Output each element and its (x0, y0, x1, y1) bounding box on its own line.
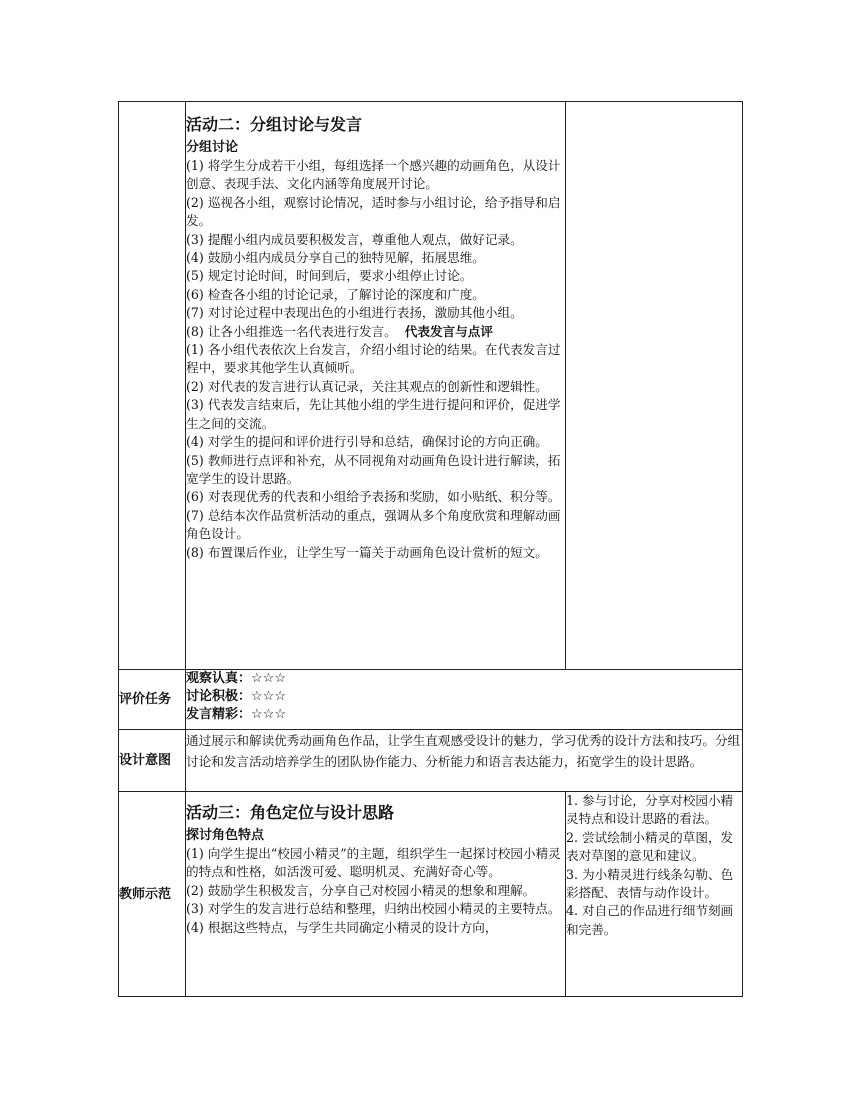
star-rating: ☆☆☆ (251, 689, 286, 704)
group-discussion-subtitle: 分组讨论 (186, 140, 239, 155)
list-item: (5) 规定讨论时间，时间到后，要求小组停止讨论。 (186, 268, 473, 284)
list-item: (8) 布置课后作业，让学生写一篇关于动画角色设计赏析的短文。 (186, 544, 548, 560)
list-item: (4) 鼓励小组内成员分享自己的独特见解，拓展思维。 (186, 250, 485, 266)
design-intent-text: 通过展示和解读优秀动画角色作品，让学生直观感受设计的魅力，学习优秀的设计方法和技巧。分组讨论和发言活动培养学生的团队协作能力、分析能力和语言表达能力，拓宽学生的设计思路。 (186, 730, 743, 792)
teacher-demo-row (119, 792, 743, 997)
empty-right-cell (566, 102, 743, 670)
student-activity-content (566, 792, 743, 997)
activity-two-content (186, 102, 566, 670)
representative-subtitle: 代表发言与点评 (404, 323, 493, 339)
evaluation-key: 讨论积极： (186, 689, 252, 704)
evaluation-label: 评价任务 (119, 670, 186, 730)
empty-label-cell (119, 102, 186, 670)
list-item (186, 323, 565, 341)
evaluation-key: 观察认真： (186, 671, 252, 686)
lesson-plan-table (118, 101, 743, 997)
list-item: (7) 对讨论过程中表现出色的小组进行表扬，激励其他小组。 (186, 305, 523, 321)
activity-two-row (119, 102, 743, 670)
evaluation-item (186, 670, 742, 688)
evaluation-content (186, 670, 743, 730)
evaluation-row (119, 670, 743, 730)
list-item: (4) 根据这些特点，与学生共同确定小精灵的设计方向， (186, 919, 498, 935)
design-intent-row (119, 730, 743, 792)
list-item: 3. 为小精灵进行线条勾勒、色彩搭配、表情与动作设计。 (566, 866, 734, 901)
list-item: (2) 巡视各小组，观察讨论情况，适时参与小组讨论，给予指导和启发。 (186, 194, 561, 229)
list-item: (7) 总结本次作品赏析活动的重点，强调从多个角度欣赏和理解动画角色设计。 (186, 507, 561, 542)
list-item: (2) 鼓励学生积极发言，分享自己对校园小精灵的想象和理解。 (186, 882, 536, 898)
teacher-demo-label: 教师示范 (119, 792, 186, 997)
list-item: (1) 向学生提出“校园小精灵”的主题，组织学生一起探讨校园小精灵的特点和性格，如活泼可爱、聪明机灵、充满好奇心等。 (186, 846, 561, 880)
activity-two-title: 活动二：分组讨论与发言 (186, 115, 363, 134)
list-item: 2. 尝试绘制小精灵的草图，发表对草图的意见和建议。 (566, 829, 734, 864)
activity-three-content (186, 792, 566, 997)
list-item: (2) 对代表的发言进行认真记录，关注其观点的创新性和逻辑性。 (186, 378, 548, 394)
design-intent-label: 设计意图 (119, 730, 186, 792)
list-item: (3) 对学生的发言进行总结和整理，归纳出校园小精灵的主要特点。 (186, 901, 561, 917)
list-item: (1) 将学生分成若干小组，每组选择一个感兴趣的动画角色，从设计创意、表现手法、文化内涵等角度展开讨论。 (186, 158, 561, 192)
activity-three-title: 活动三：角色定位与设计思路 (186, 803, 395, 822)
star-rating: ☆☆☆ (251, 671, 286, 686)
list-item: 4. 对自己的作品进行细节刻画和完善。 (566, 903, 734, 937)
star-rating: ☆☆☆ (251, 707, 286, 722)
list-item: 1. 参与讨论，分享对校园小精灵特点和设计思路的看法。 (566, 793, 734, 827)
evaluation-item (186, 688, 742, 706)
list-item: (3) 提醒小组内成员要积极发言，尊重他人观点，做好记录。 (186, 231, 523, 247)
list-item: (1) 各小组代表依次上台发言，介绍小组讨论的结果。在代表发言过程中，要求其他学生认真倾听。 (186, 342, 561, 376)
evaluation-item (186, 706, 742, 724)
list-item: (3) 代表发言结束后，先让其他小组的学生进行提问和评价，促进学生之间的交流。 (186, 397, 561, 431)
evaluation-key: 发言精彩： (186, 707, 252, 722)
list-item: (4) 对学生的提问和评价进行引导和总结，确保讨论的方向正确。 (186, 434, 548, 450)
list-item: (5) 教师进行点评和补充，从不同视角对动画角色设计进行解读，拓宽学生的设计思路。 (186, 452, 561, 486)
list-item: (6) 对表现优秀的代表和小组给予表扬和奖励，如小贴纸、积分等。 (186, 489, 561, 505)
list-item-text: (8) 让各小组推选一名代表进行发言。 (186, 323, 397, 339)
list-item: (6) 检查各小组的讨论记录，了解讨论的深度和广度。 (186, 286, 485, 302)
character-traits-subtitle: 探讨角色特点 (186, 828, 265, 843)
